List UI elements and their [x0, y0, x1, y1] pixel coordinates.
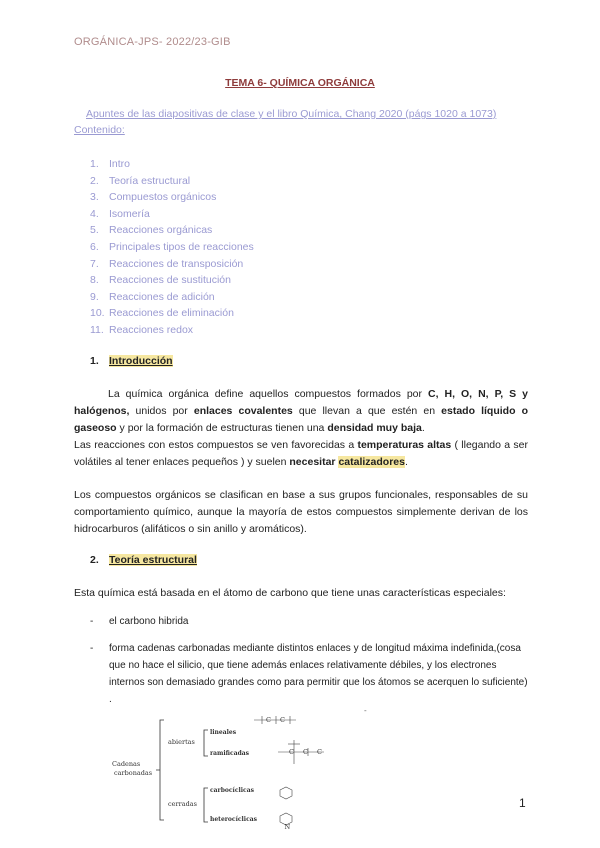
- branched-carbon-2: C: [303, 748, 308, 756]
- contents-label: Contenido:: [74, 124, 125, 136]
- toc-label: Reacciones redox: [109, 323, 194, 336]
- toc-number: 5.: [90, 224, 99, 237]
- closed-chains-label: cerradas: [168, 800, 197, 808]
- toc-item: [90, 322, 254, 339]
- toc-item: [90, 206, 254, 223]
- toc-label: Teoría estructural: [109, 174, 191, 187]
- open-brace: [204, 730, 208, 756]
- toc-label: Isomería: [109, 207, 150, 220]
- section-number: 1.: [90, 355, 99, 367]
- toc-label: Reacciones orgánicas: [109, 224, 213, 237]
- toc-number: 4.: [90, 207, 99, 220]
- intro-paragraph-1: La química orgánica define aquellos compuestos formados por C, H, O, N, P, S y halógenos, unidos por enlaces covalentes que llevan a que estén en estado líquido o gaseoso y por la formación de estructuras tienen una densidad muy baja.: [74, 388, 528, 434]
- toc-number: 2.: [90, 174, 99, 187]
- page-header: ORGÁNICA-JPS- 2022/23-GIB: [74, 36, 231, 48]
- table-of-contents: [90, 156, 254, 339]
- toc-item: [90, 156, 254, 173]
- heterocyclic-nitrogen: N: [284, 823, 291, 830]
- page-number: 1: [519, 796, 526, 810]
- toc-item: [90, 256, 254, 273]
- toc-number: 9.: [90, 290, 99, 303]
- carbocyclic-label: carbocíclicas: [210, 787, 254, 794]
- linear-carbon-1: C: [266, 716, 271, 724]
- stray-mark: -: [364, 706, 367, 715]
- branched-label: ramificadas: [210, 750, 250, 757]
- toc-number: 7.: [90, 257, 99, 270]
- diagram-root-label-1: Cadenas: [112, 760, 141, 768]
- linear-chain-structure: [254, 716, 296, 724]
- open-chains-label: abiertas: [168, 738, 195, 746]
- toc-label: Principales tipos de reacciones: [109, 240, 254, 253]
- source-reference: Apuntes de las diapositivas de clase y el libro Química, Chang 2020 (págs 1020 a 1073): [86, 108, 497, 120]
- intro-paragraph-2: Las reacciones con estos compuestos se ven favorecidas a temperaturas altas ( llegando a ser volátiles al tener enlaces pequeños ) y suelen necesitar catalizadores.: [74, 439, 528, 468]
- toc-number: 8.: [90, 274, 99, 287]
- toc-label: Compuestos orgánicos: [109, 191, 217, 204]
- structural-theory-paragraph: Esta química está basada en el átomo de carbono que tiene unas características especiales:: [74, 587, 506, 599]
- list-item: - forma cadenas carbonadas mediante distintos enlaces y de longitud máxima indefinida,(cosa que no hace el silicio, que tiene además enlaces relativamente débiles, y los electrones internos son demasiado grandes como para permitir que los átomos se acerquen lo suficiente) .: [90, 643, 528, 705]
- toc-label: Reacciones de sustitución: [109, 274, 231, 287]
- toc-number: 3.: [90, 191, 99, 204]
- toc-label: Reacciones de transposición: [109, 257, 244, 270]
- section-title: Introducción: [109, 355, 173, 367]
- heterocyclic-label: heterocíclicas: [210, 816, 257, 823]
- toc-label: Reacciones de adición: [109, 290, 215, 303]
- toc-item: [90, 272, 254, 289]
- toc-item: [90, 222, 254, 239]
- linear-label: lineales: [210, 729, 237, 736]
- carbon-properties-list: [90, 613, 530, 708]
- closed-brace: [204, 788, 208, 822]
- toc-number: 6.: [90, 240, 99, 253]
- toc-label: Reacciones de eliminación: [109, 307, 234, 320]
- toc-number: 11.: [90, 323, 104, 336]
- intro-paragraph-3: Los compuestos orgánicos se clasifican en base a sus grupos funcionales, responsables de su comportamiento químico, aunque la mayoría de estos compuestos simplemente derivan de los hidrocarburos (alifáticos o sin anillo y aromáticos).: [74, 489, 528, 535]
- toc-number: 10.: [90, 307, 105, 320]
- toc-item: [90, 289, 254, 306]
- linear-carbon-2: C: [280, 716, 285, 724]
- list-item: - el carbono hibrida: [90, 616, 189, 627]
- toc-item: [90, 239, 254, 256]
- toc-label: Intro: [109, 158, 131, 170]
- diagram-root-label-2: carbonadas: [114, 769, 153, 777]
- section-heading-structural-theory: [90, 554, 197, 566]
- carbon-chain-classification-diagram: [110, 708, 340, 830]
- carbocyclic-ring: [280, 787, 292, 799]
- section-heading-intro: [90, 355, 173, 367]
- toc-item: [90, 189, 254, 206]
- document-title: TEMA 6- QUÍMICA ORGÁNICA: [225, 77, 375, 89]
- toc-number: 1.: [90, 158, 99, 170]
- branched-carbon-3: C: [317, 748, 322, 756]
- toc-item: [90, 305, 254, 322]
- branched-carbon-1: C: [289, 748, 294, 756]
- section-number: 2.: [90, 554, 99, 566]
- section-title: Teoría estructural: [109, 554, 197, 566]
- toc-item: [90, 173, 254, 190]
- root-brace: [156, 720, 164, 820]
